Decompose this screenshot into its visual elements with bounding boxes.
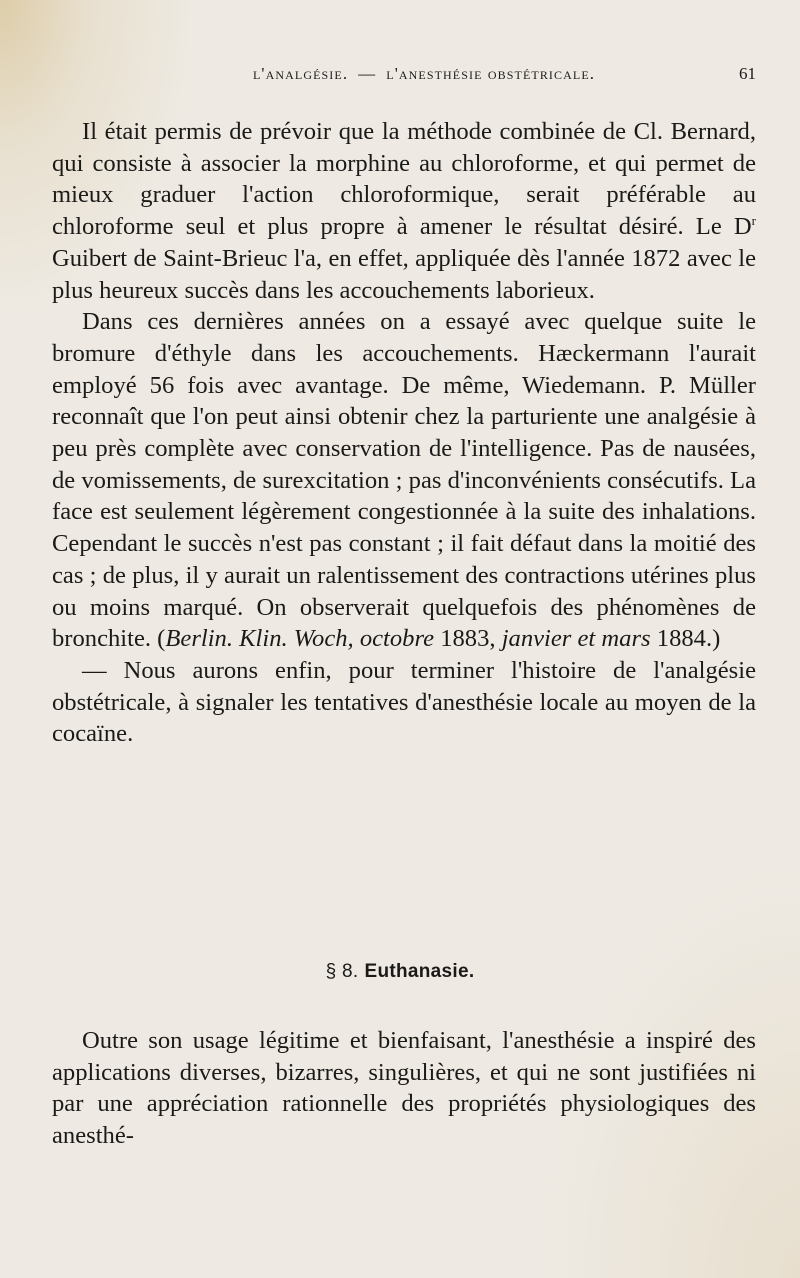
running-head-left: l'analgésie. (253, 64, 349, 83)
paragraph-text: Outre son usage légitime et bienfaisant, l'anesthésie a inspiré des applications diverses, bizarres, singulières, et qui ne sont justifiées ni par une appréciation rationnelle des propriétés physiologiques des anesthé- (52, 1027, 756, 1150)
page-number: 61 (739, 64, 756, 83)
doctor-abbrev-superscript: r (751, 212, 756, 228)
paragraph-morphine-chloroform (52, 116, 756, 306)
section-text (52, 1025, 756, 1152)
running-head-separator: — (358, 64, 377, 83)
citation-months: janvier et mars (501, 625, 651, 653)
paragraph-cocaine (52, 655, 756, 750)
section-title: Euthanasie. (364, 961, 475, 982)
paragraph-euthanasie (52, 1025, 756, 1152)
paragraph-text: Dans ces dernières années on a essayé avec quelque suite le bromure d'éthyle dans les accouchements. Hæckermann l'aurait employé 56 fois avec avantage. De même, Wiedemann. P. Müller reconnaît que l'on peut ainsi obtenir chez la parturiente une analgésie à peu près complète avec conservation de l'intelligence. Pas de nausées, de vomissements, de surexcitation ; pas d'inconvénients consécutifs. La face est seulement légèrement congestionnée à la suite des inhalations. Cependant le succès n'est pas constant ; il fait défaut dans la moitié des cas ; de plus, il y aurait un ralentissement des contractions utérines plus ou moins marqué. On observerait quelquefois des phénomènes de bronchite. ( (52, 308, 756, 653)
citation-journal: Berlin. Klin. Woch, octobre (165, 625, 435, 653)
paragraph-text: Il était permis de prévoir que la méthode combinée de Cl. Bernard, qui consiste à associer la morphine au chloroforme, et qui permet de mieux graduer l'action chloroformique, serait préférable au chloroforme seul et plus propre à amener le résultat désiré. Le D (52, 118, 756, 241)
page-header (0, 64, 800, 88)
running-head-right: l'anesthésie obstétricale. (386, 64, 596, 83)
paragraph-text: — Nous aurons enfin, pour terminer l'histoire de l'analgésie obstétricale, à signaler les tentatives d'anesthésie locale au moyen de la cocaïne. (52, 656, 756, 748)
running-head (253, 64, 595, 84)
section-heading (0, 961, 800, 983)
paragraph-text: 1884.) (650, 625, 721, 653)
section-number: § 8. (325, 961, 359, 982)
paragraph-text: 1883, (434, 625, 502, 653)
paragraph-bromure-ethyle (52, 306, 756, 655)
main-text (52, 116, 756, 750)
paragraph-text: Guibert de Saint-Brieuc l'a, en effet, appliquée dès l'année 1872 avec le plus heureux succès dans les accouchements laborieux. (52, 244, 756, 304)
